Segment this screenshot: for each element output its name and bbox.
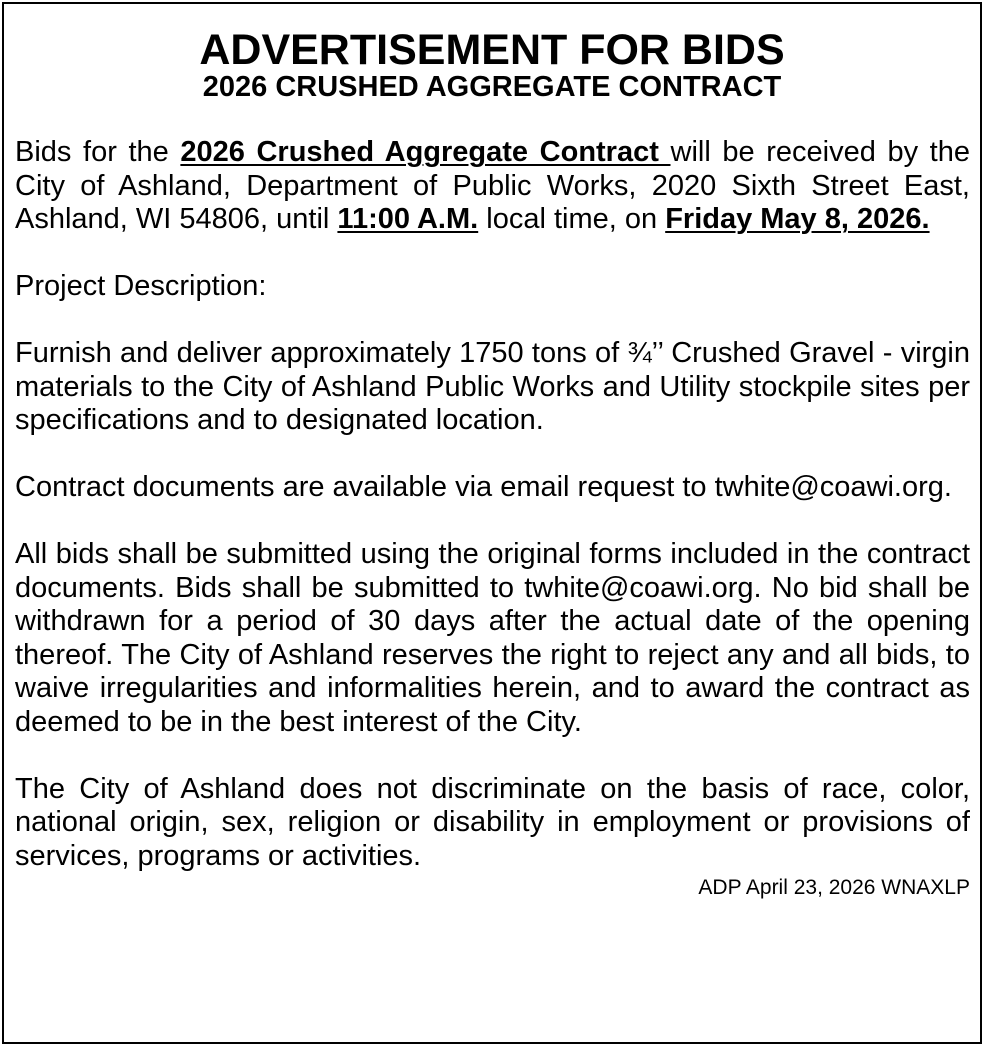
bid-deadline-time: 11:00 A.M. [337, 203, 479, 235]
notice-title: ADVERTISEMENT FOR BIDS [199, 26, 785, 74]
project-description-text: Furnish and deliver approximately 1750 tons of ¾’’ Crushed Gravel - virgin materials to the City of Ashland Public Works and Utility stockpile sites per specifications and to designated location. [15, 337, 970, 436]
bid-deadline-date: Friday May 8, 2026. [665, 203, 930, 235]
project-description-heading: Project Description: [15, 270, 267, 302]
notice-subtitle: 2026 CRUSHED AGGREGATE CONTRACT [202, 71, 782, 103]
publication-line: ADP April 23, 2026 WNAXLP [698, 876, 970, 899]
contract-name: 2026 Crushed Aggregate Contract [180, 136, 671, 168]
legal-notice [2, 2, 982, 1044]
intro-paragraph [15, 136, 970, 237]
contract-documents-paragraph: Contract documents are available via email request to twhite@coawi.org. [15, 471, 952, 503]
intro-lead: Bids for the [15, 136, 181, 168]
nondiscrimination-paragraph: The City of Ashland does not discriminate on the basis of race, color, national origin, sex, religion or disability in employment or provisions of services, programs or activities. [15, 772, 970, 872]
notice-body [15, 136, 970, 901]
intro-received-text: will be received by the City of Ashland, Department of Public Works, 2020 Sixth Street East, Ashland, WI 54806, until [15, 136, 970, 235]
bid-submission-paragraph: All bids shall be submitted using the original forms included in the contract documents. Bids shall be submitted to twhite@coawi.org. No bid shall be withdrawn for a period of 30 days after the actual date of the opening thereof. The City of Ashland reserves the right to reject any and all bids, to waive irregularities and informalities herein, and to award the contract as deemed to be in the best interest of the City. [15, 538, 970, 738]
intro-local-time-text: local time, on [478, 203, 666, 235]
